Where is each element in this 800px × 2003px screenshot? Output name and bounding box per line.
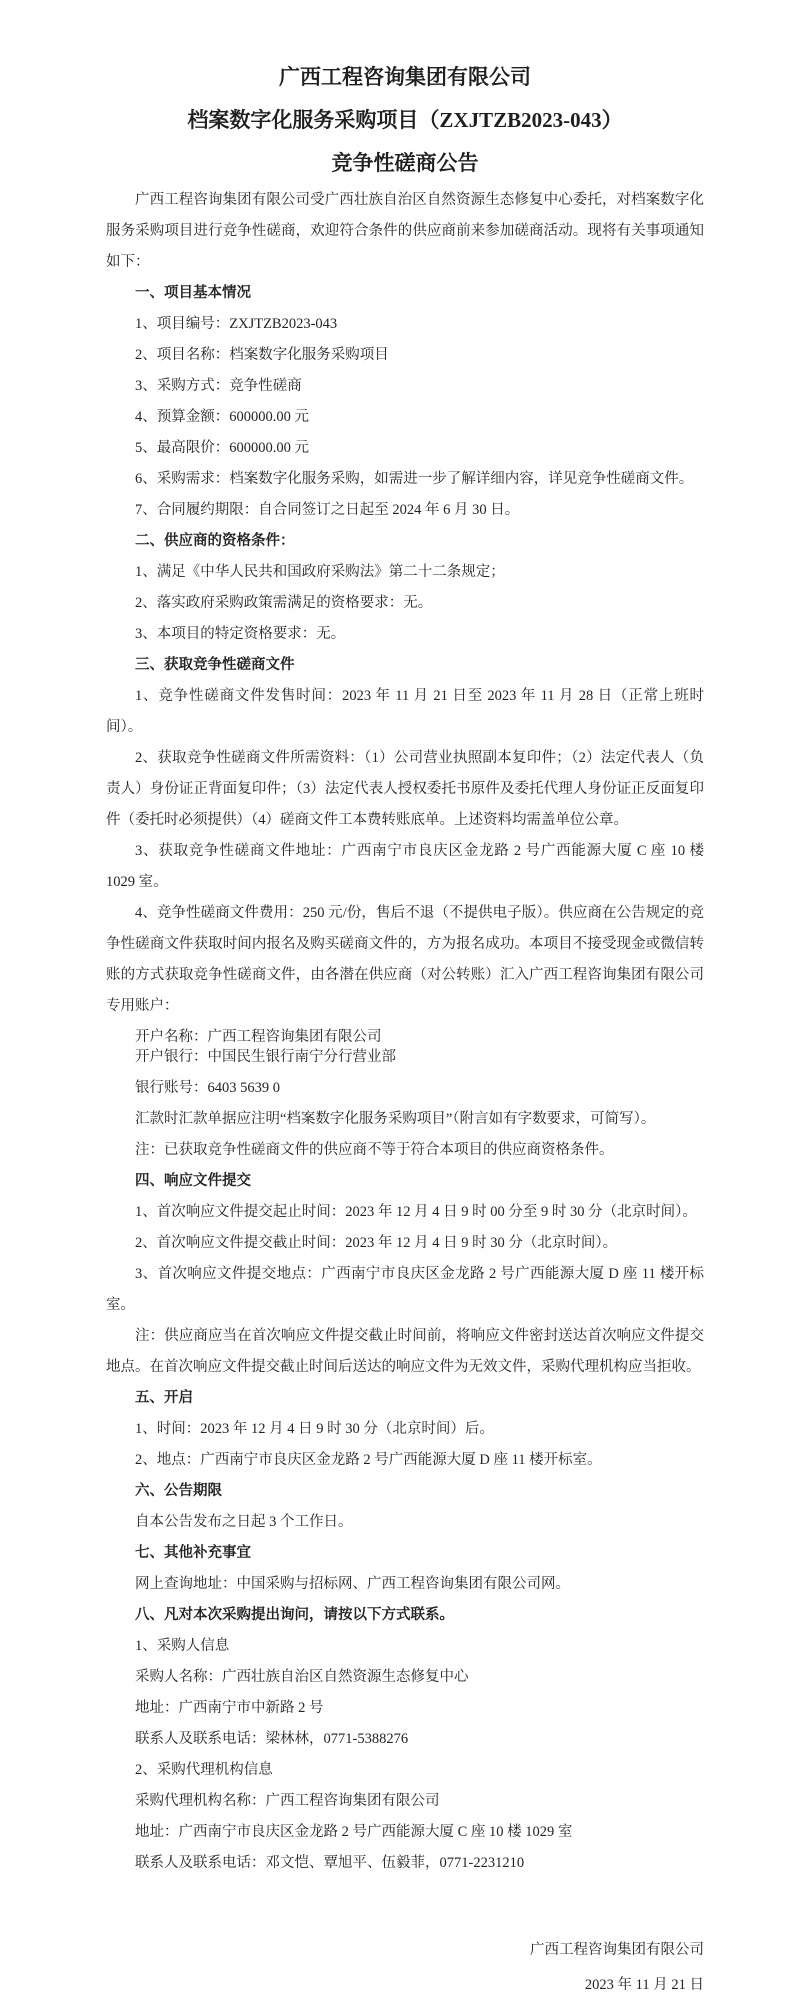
para-qualification-2: 2、落实政府采购政策需满足的资格要求：无。 [135,595,433,611]
para-project-number: 1、项目编号：ZXJTZB2023-043 [135,316,338,332]
section-4-heading: 四、响应文件提交 [135,1173,251,1189]
para-purchaser-name: 采购人名称：广西壮族自治区自然资源生态修复中心 [135,1669,469,1685]
signature-date: 2023 年 11 月 21 日 [584,1977,704,1993]
para-remit-note: 汇款时汇款单据应注明“档案数字化服务采购项目”（附言如有字数要求，可简写）。 [135,1111,656,1127]
section-2-heading: 二、供应商的资格条件： [135,533,295,549]
para-account-number: 银行账号：6403 5639 0 [135,1080,280,1096]
section-6-heading: 六、公告期限 [135,1483,222,1499]
doc-title-line2: 档案数字化服务采购项目（ZXJTZB2023-043） [187,108,623,132]
para-submit-time-range: 1、首次响应文件提交起止时间：2023 年 12 月 4 日 9 时 00 分至 9 时 30 分（北京时间）。 [135,1204,697,1220]
para-qualification-3: 3、本项目的特定资格要求：无。 [135,626,346,642]
intro-paragraph: 广西工程咨询集团有限公司受广西壮族自治区自然资源生态修复中心委托，对档案数字化服务采购项目进行竞争性磋商，欢迎符合条件的供应商前来参加磋商活动。现将有关事项通知如下： [106,192,704,270]
doc-title-line1: 广西工程咨询集团有限公司 [279,65,531,89]
para-agency-title: 2、采购代理机构信息 [135,1762,273,1778]
para-note-qualification: 注：已获取竞争性磋商文件的供应商不等于符合本项目的供应商资格条件。 [135,1142,614,1158]
para-purchaser-address: 地址：广西南宁市中新路 2 号 [135,1700,324,1716]
section-7-heading: 七、其他补充事宜 [135,1545,251,1561]
para-agency-name: 采购代理机构名称：广西工程咨询集团有限公司 [135,1793,440,1809]
para-procurement-demand: 6、采购需求：档案数字化服务采购，如需进一步了解详细内容，详见竞争性磋商文件。 [135,471,694,487]
para-procurement-method: 3、采购方式：竞争性磋商 [135,378,302,394]
doc-title-line3: 竞争性磋商公告 [331,151,479,175]
para-announcement-period: 自本公告发布之日起 3 个工作日。 [135,1514,353,1530]
section-3-heading: 三、获取竞争性磋商文件 [135,657,295,673]
para-purchaser-contact: 联系人及联系电话：梁林林，0771-5388276 [135,1731,409,1747]
para-open-time: 1、时间：2023 年 12 月 4 日 9 时 30 分（北京时间）后。 [135,1421,494,1437]
para-online-query: 网上查询地址：中国采购与招标网、广西工程咨询集团有限公司网。 [135,1576,570,1592]
para-doc-required-materials: 2、获取竞争性磋商文件所需资料：（1）公司营业执照副本复印件；（2）法定代表人（负责人）身份证正背面复印件；（3）法定代表人授权委托书原件及委托代理人身份证正反面复印件（委托时必须提供）（4）磋商文件工本费转账底单。上述资料均需盖单位公章。 [106,750,704,828]
para-open-place: 2、地点：广西南宁市良庆区金龙路 2 号广西能源大厦 D 座 11 楼开标室。 [135,1452,602,1468]
para-agency-contact: 联系人及联系电话：邓文恺、覃旭平、伍毅菲，0771-2231210 [135,1855,525,1871]
para-max-price: 5、最高限价：600000.00 元 [135,440,309,456]
para-doc-obtain-address: 3、获取竞争性磋商文件地址：广西南宁市良庆区金龙路 2 号广西能源大厦 C 座 10 楼 1029 室。 [106,843,704,890]
section-8-heading: 八、凡对本次采购提出询问，请按以下方式联系。 [135,1607,454,1623]
para-budget-amount: 4、预算金额：600000.00 元 [135,409,309,425]
para-submit-place: 3、首次响应文件提交地点：广西南宁市良庆区金龙路 2 号广西能源大厦 D 座 11 楼开标室。 [106,1266,704,1313]
section-1-heading: 一、项目基本情况 [135,285,251,301]
para-contract-period: 7、合同履约期限：自合同签订之日起至 2024 年 6 月 30 日。 [135,502,520,518]
para-purchaser-title: 1、采购人信息 [135,1638,230,1654]
para-submit-note: 注：供应商应当在首次响应文件提交截止时间前，将响应文件密封送达首次响应文件提交地点。在首次响应文件提交截止时间后送达的响应文件为无效文件，采购代理机构应当拒收。 [106,1328,704,1375]
signature-block [106,1933,704,2003]
para-doc-sale-time: 1、竞争性磋商文件发售时间：2023 年 11 月 21 日至 2023 年 11 月 28 日（正常上班时间）。 [106,688,704,735]
para-account-name: 开户名称：广西工程咨询集团有限公司 [135,1029,382,1045]
section-5-heading: 五、开启 [135,1390,193,1406]
signature-org: 广西工程咨询集团有限公司 [530,1942,704,1958]
para-doc-fee: 4、竞争性磋商文件费用：250 元/份，售后不退（不提供电子版）。供应商在公告规定的竞争性磋商文件获取时间内报名及购买磋商文件的，方为报名成功。本项目不接受现金或微信转账的方式获取竞争性磋商文件，由各潜在供应商（对公转账）汇入广西工程咨询集团有限公司专用账户： [106,905,704,1014]
para-submit-deadline: 2、首次响应文件提交截止时间：2023 年 12 月 4 日 9 时 30 分（北京时间）。 [135,1235,618,1251]
para-qualification-1: 1、满足《中华人民共和国政府采购法》第二十二条规定； [135,564,505,580]
para-project-name: 2、项目名称：档案数字化服务采购项目 [135,347,389,363]
para-agency-address: 地址：广西南宁市良庆区金龙路 2 号广西能源大厦 C 座 10 楼 1029 室 [135,1824,573,1840]
para-account-bank: 开户银行：中国民生银行南宁分行营业部 [135,1049,396,1065]
